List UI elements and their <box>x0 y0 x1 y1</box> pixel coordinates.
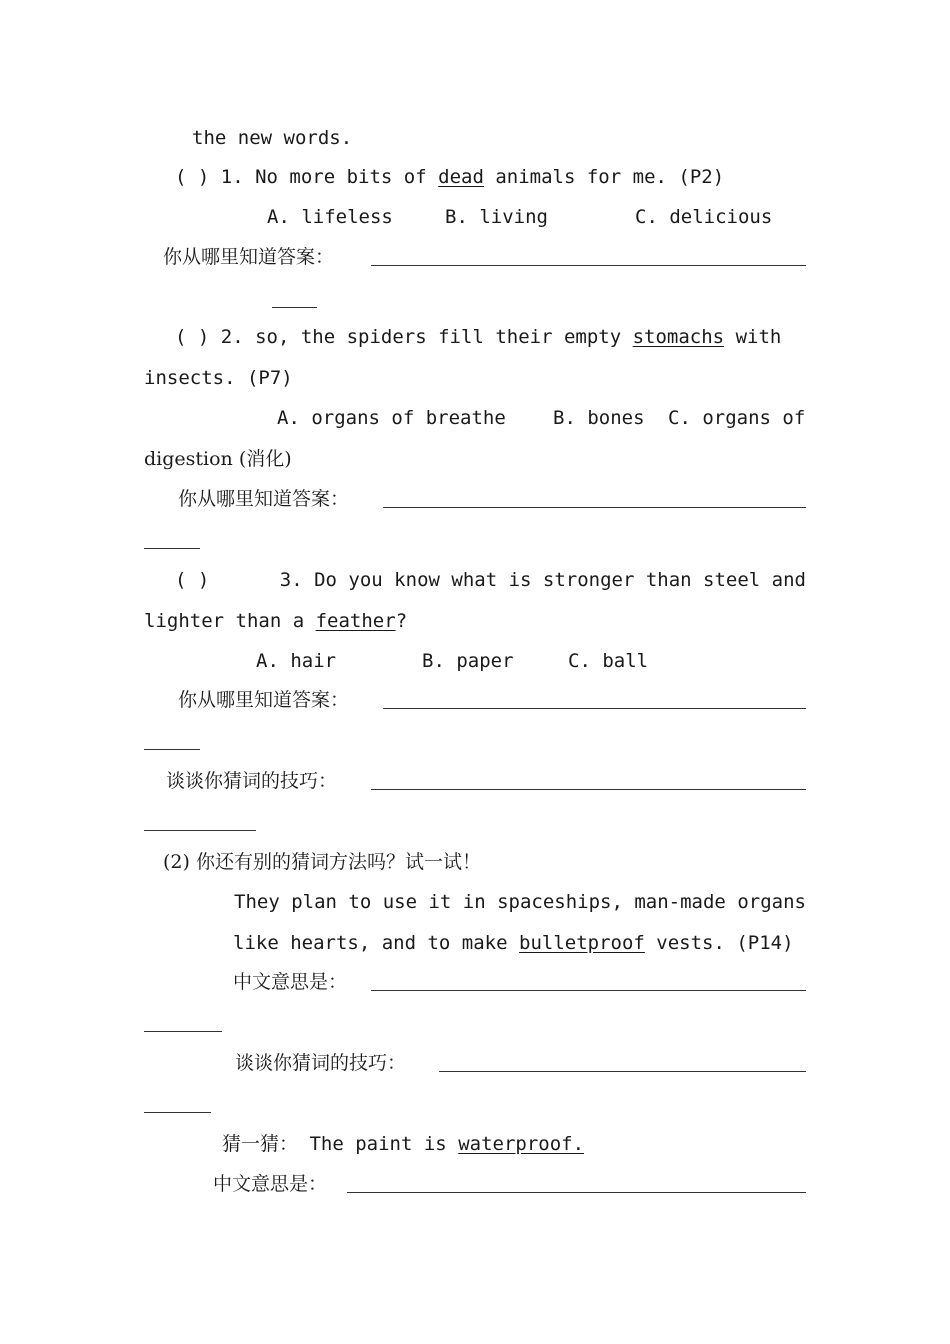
q1-option-a[interactable]: A. lifeless <box>267 206 393 228</box>
part2-heading: (2) 你还有别的猜词方法吗？试一试！ <box>163 851 481 873</box>
guess-meaning-answer-line[interactable] <box>347 1192 806 1193</box>
q2-option-c[interactable]: C. organs of <box>668 407 806 429</box>
skill-answer-line-cont[interactable] <box>144 830 256 831</box>
q1-target-word: dead <box>438 166 484 188</box>
q3-source-answer-line-cont[interactable] <box>144 749 200 750</box>
part2-skill-answer-line-cont[interactable] <box>144 1112 211 1113</box>
part2-sentence-line1: They plan to use it in spaceships, man-made organs <box>234 891 806 913</box>
q1-answer-blank[interactable]: ( ) <box>175 166 210 188</box>
q2-text-pre: 2. so, the spiders fill their empty <box>220 326 622 348</box>
q3-text-pre: lighter than a <box>144 610 305 632</box>
q1-source-answer-line-cont[interactable] <box>272 307 317 308</box>
q2-source-answer-line-cont[interactable] <box>144 548 200 549</box>
part2-meaning-prompt: 中文意思是： <box>233 971 348 993</box>
intro-text: the new words. <box>192 127 353 149</box>
q2-target-word: stomachs <box>632 326 725 348</box>
part2-sentence-line2 <box>233 930 794 956</box>
skill-prompt: 谈谈你猜词的技巧： <box>166 770 338 792</box>
part2-meaning-answer-line[interactable] <box>371 990 806 991</box>
q3-text: 3. Do you know what is stronger than steel and <box>279 569 806 591</box>
part2-text-post: vests. (P14) <box>656 932 794 954</box>
q2-line1 <box>175 324 781 350</box>
part2-meaning-answer-line-cont[interactable] <box>144 1031 222 1032</box>
guess-line <box>222 1131 584 1157</box>
q3-option-b[interactable]: B. paper <box>422 650 514 672</box>
part2-skill-prompt: 谈谈你猜词的技巧： <box>235 1052 407 1074</box>
q2-line2: insects. (P7) <box>144 367 293 389</box>
q2-source-answer-line[interactable] <box>383 507 806 508</box>
guess-label: 猜一猜： <box>222 1133 299 1155</box>
q2-answer-blank[interactable]: ( ) <box>175 326 210 348</box>
q2-option-a[interactable]: A. organs of breathe <box>277 407 506 429</box>
part2-text-pre: like hearts, and to make <box>233 932 508 954</box>
q1-option-b[interactable]: B. living <box>445 206 548 228</box>
q1-line <box>175 164 724 190</box>
q3-option-c[interactable]: C. ball <box>568 650 649 672</box>
q3-source-answer-line[interactable] <box>383 708 806 709</box>
part2-skill-answer-line[interactable] <box>439 1071 806 1072</box>
q2-source-prompt: 你从哪里知道答案： <box>178 488 350 510</box>
q1-source-prompt: 你从哪里知道答案： <box>163 246 335 268</box>
q3-target-word: feather <box>315 610 396 632</box>
part2-target-word: bulletproof <box>519 932 645 954</box>
q2-text-post: with <box>735 326 782 348</box>
guess-target-word: waterproof. <box>458 1133 585 1155</box>
guess-meaning-prompt: 中文意思是： <box>213 1173 328 1195</box>
skill-answer-line[interactable] <box>371 789 806 790</box>
q1-text-post: animals for me. (P2) <box>495 166 725 188</box>
q1-source-answer-line[interactable] <box>371 265 806 266</box>
guess-text-pre: The paint is <box>309 1133 447 1155</box>
q3-source-prompt: 你从哪里知道答案： <box>178 689 350 711</box>
q1-text-pre: 1. No more bits of <box>220 166 427 188</box>
q3-line2 <box>144 608 407 634</box>
q3-question-mark: ? <box>395 610 408 632</box>
q2-option-b[interactable]: B. bones <box>553 407 645 429</box>
q3-line1 <box>175 567 806 593</box>
q3-answer-blank[interactable]: ( ) <box>175 569 210 591</box>
q2-line4: digestion (消化) <box>144 448 292 470</box>
q3-option-a[interactable]: A. hair <box>256 650 337 672</box>
q1-option-c[interactable]: C. delicious <box>635 206 773 228</box>
